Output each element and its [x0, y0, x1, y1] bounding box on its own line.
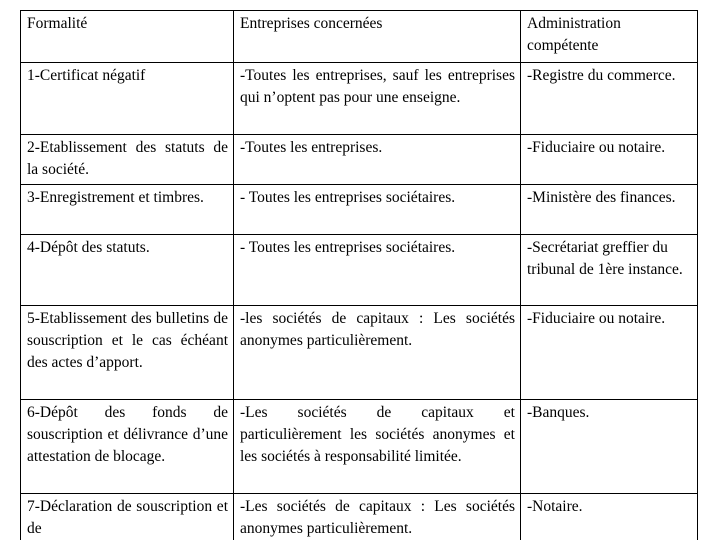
table-row	[21, 494, 698, 540]
cell-administration: -Fiduciaire ou notaire.	[521, 135, 698, 185]
cell-formalite: 7-Déclaration de souscription et de	[21, 494, 234, 540]
table-row	[21, 135, 698, 185]
cell-administration: -Notaire.	[521, 494, 698, 540]
cell-entreprises: -Toutes les entreprises, sauf les entreprises qui n’optent pas pour une enseigne.	[234, 63, 521, 135]
table-row	[21, 235, 698, 306]
cell-formalite: 3-Enregistrement et timbres.	[21, 185, 234, 235]
cell-entreprises: -Les sociétés de capitaux et particulièrement les sociétés anonymes et les sociétés à responsabilité limitée.	[234, 400, 521, 494]
cell-entreprises: -Toutes les entreprises.	[234, 135, 521, 185]
cell-administration: -Ministère des finances.	[521, 185, 698, 235]
cell-entreprises: -Les sociétés de capitaux : Les sociétés anonymes particulièrement.	[234, 494, 521, 540]
cell-formalite: 4-Dépôt des statuts.	[21, 235, 234, 306]
cell-administration: -Registre du commerce.	[521, 63, 698, 135]
cell-formalite: 6-Dépôt des fonds de souscription et délivrance d’une attestation de blocage.	[21, 400, 234, 494]
cell-formalite: 2-Etablissement des statuts de la société.	[21, 135, 234, 185]
table-row	[21, 306, 698, 400]
cell-formalite: 1-Certificat négatif	[21, 63, 234, 135]
cell-administration: -Secrétariat greffier du tribunal de 1ère instance.	[521, 235, 698, 306]
table-row	[21, 185, 698, 235]
header-formalite: Formalité	[21, 11, 234, 63]
header-administration: Administration compétente	[521, 11, 698, 63]
cell-entreprises: -les sociétés de capitaux : Les sociétés anonymes particulièrement.	[234, 306, 521, 400]
cell-entreprises: - Toutes les entreprises sociétaires.	[234, 235, 521, 306]
cell-administration: -Banques.	[521, 400, 698, 494]
table-header-row	[21, 11, 698, 63]
table-row	[21, 63, 698, 135]
cell-administration: -Fiduciaire ou notaire.	[521, 306, 698, 400]
table-row	[21, 400, 698, 494]
cell-entreprises: - Toutes les entreprises sociétaires.	[234, 185, 521, 235]
header-entreprises: Entreprises concernées	[234, 11, 521, 63]
cell-formalite: 5-Etablissement des bulletins de souscription et le cas échéant des actes d’apport.	[21, 306, 234, 400]
formalities-table	[20, 10, 698, 540]
